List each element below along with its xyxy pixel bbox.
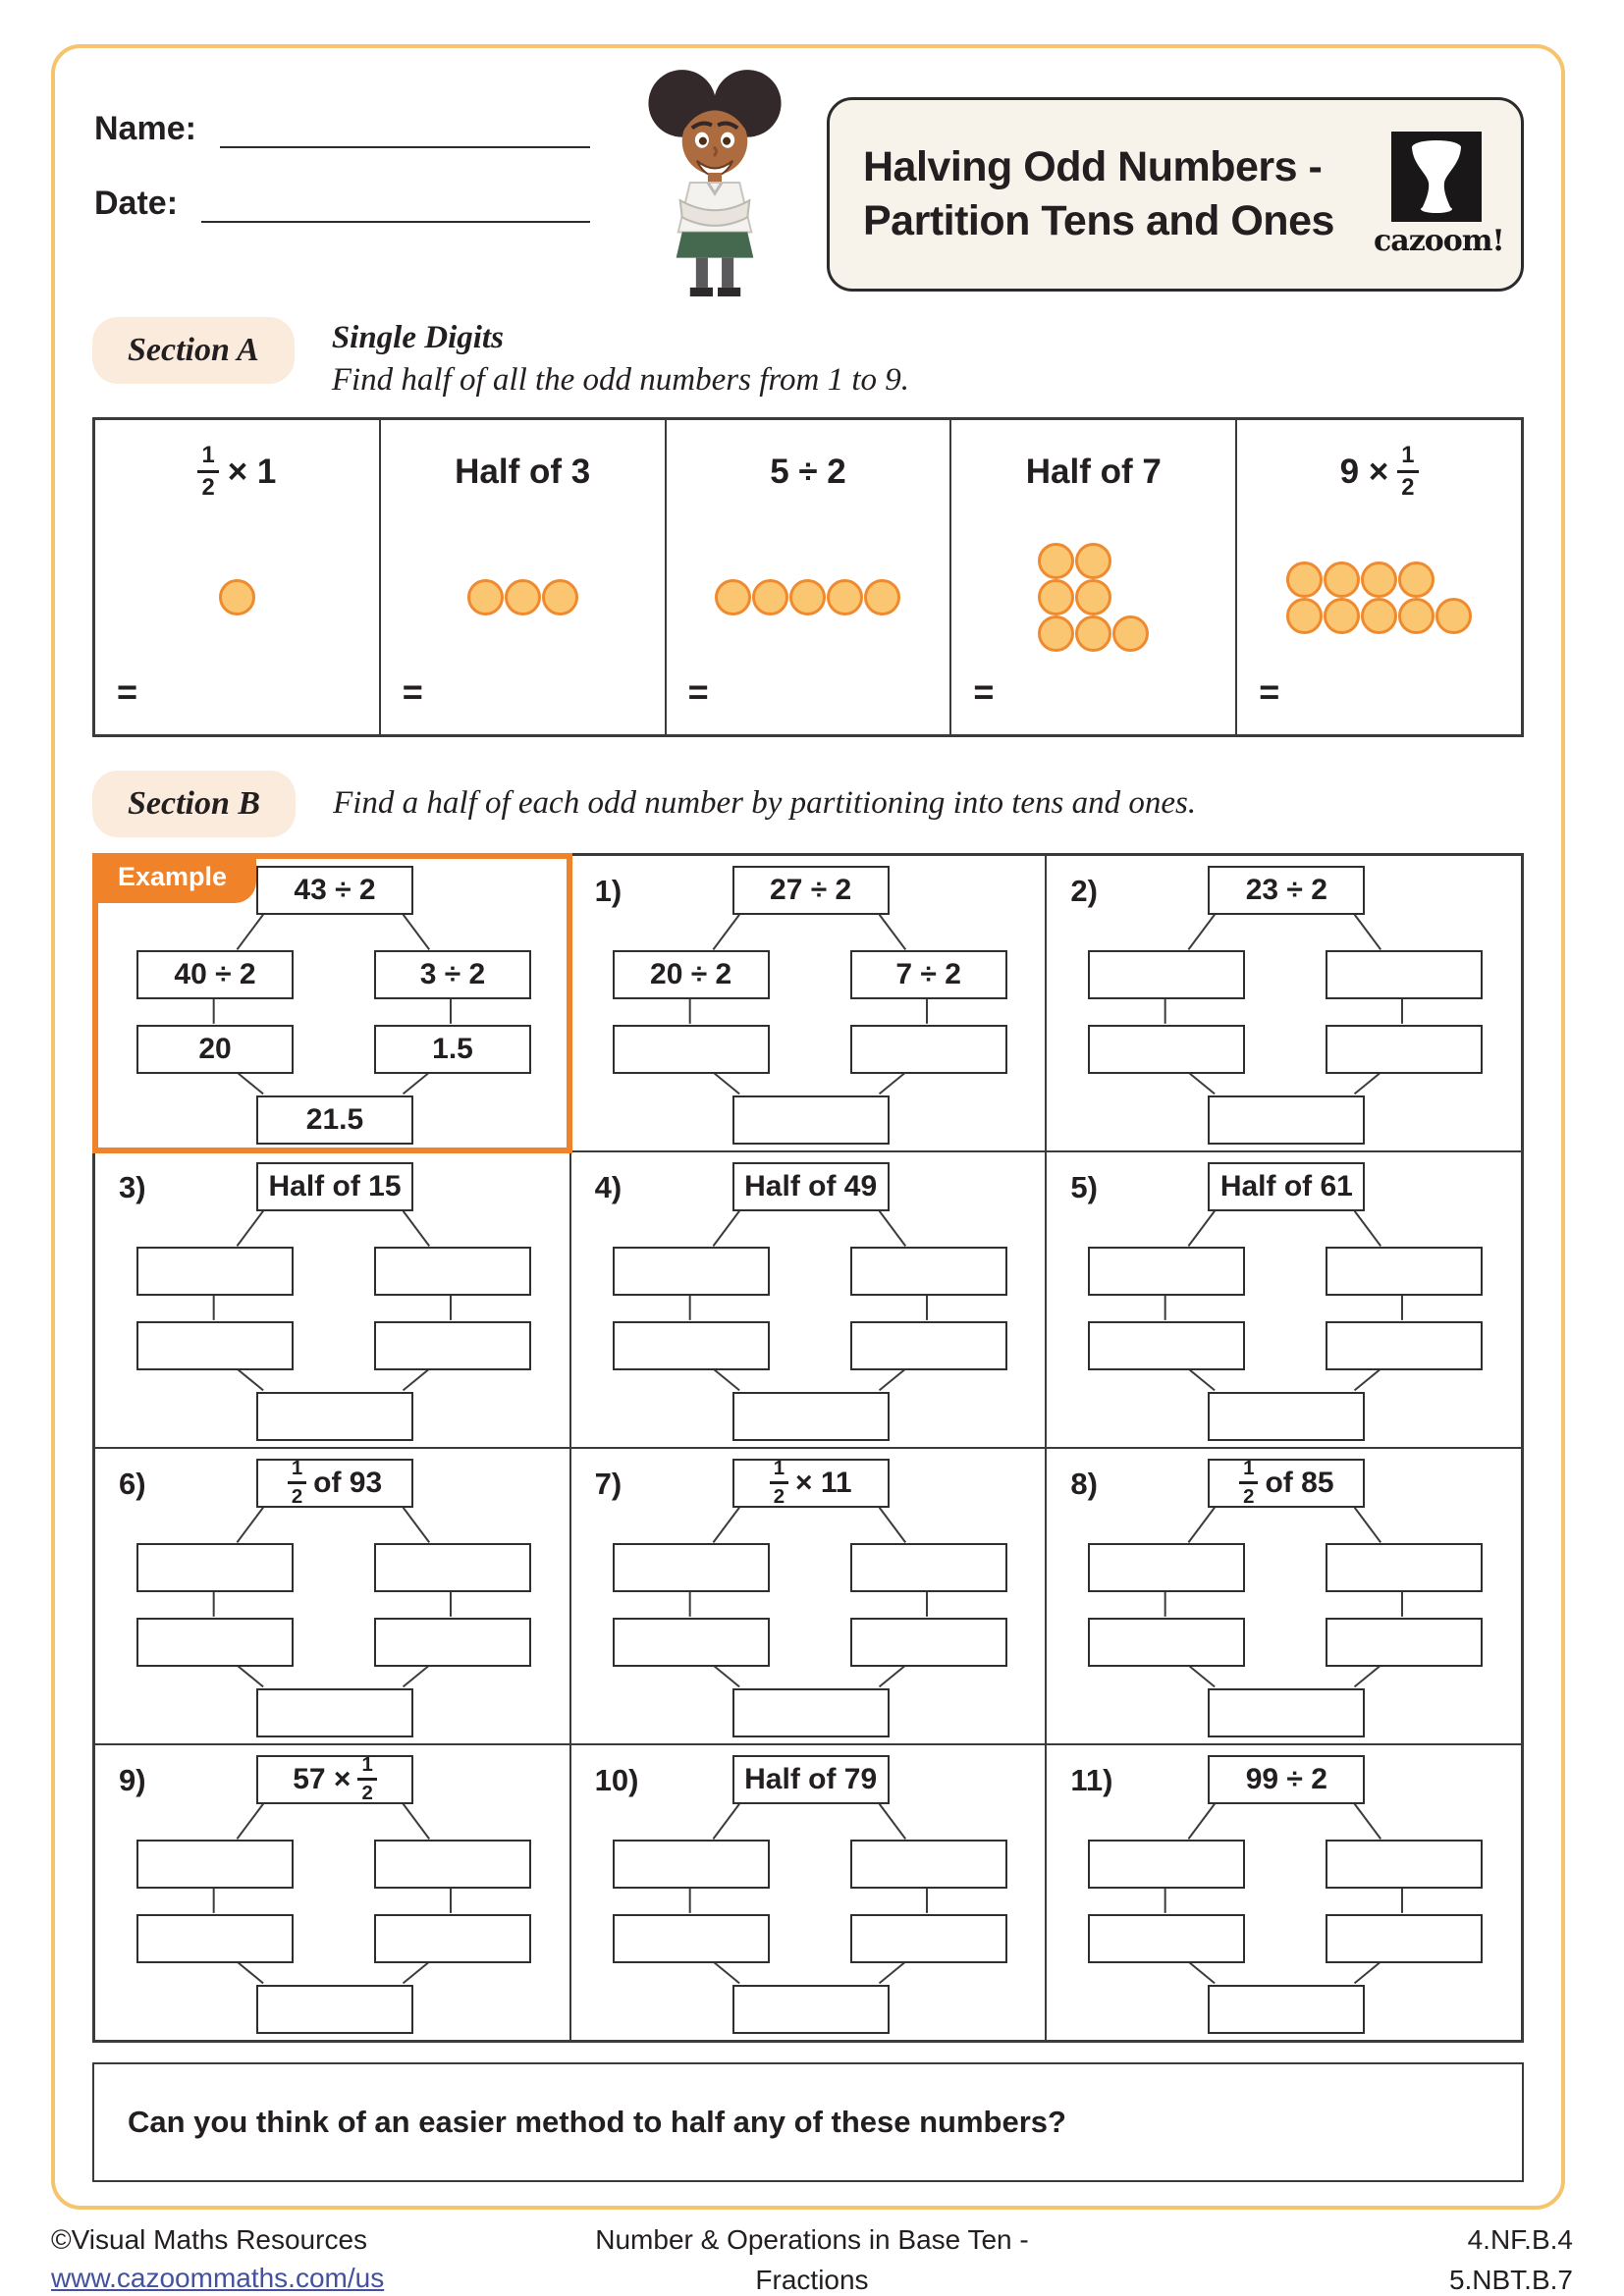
ones-partition-answer-box[interactable] [850, 1247, 1007, 1296]
final-answer-box[interactable] [1208, 1095, 1365, 1145]
section-a-pill: Section A [92, 317, 295, 384]
problem-expression: Half of 7 [1025, 452, 1162, 491]
counter-dot [827, 579, 863, 615]
tens-half-answer-box[interactable] [136, 1618, 294, 1667]
partition-cell-10 [570, 1744, 1047, 2041]
top-box: Half of 49 [732, 1162, 890, 1211]
top-box: Half of 61 [1208, 1162, 1365, 1211]
counter-dot [1286, 561, 1323, 598]
counter-dot [1075, 579, 1111, 615]
final-answer-box[interactable] [256, 1985, 413, 2034]
tens-half-answer-box[interactable] [1088, 1321, 1245, 1370]
problem-cell [380, 419, 666, 735]
tens-half-answer-box[interactable] [136, 1914, 294, 1963]
dot-row [1038, 579, 1111, 615]
section-a-copy [332, 317, 909, 401]
counter-dot [864, 579, 900, 615]
top-box: 99 ÷ 2 [1208, 1755, 1365, 1804]
tens-partition-answer-box[interactable] [1088, 1247, 1245, 1296]
ones-half-answer-box[interactable] [374, 1618, 531, 1667]
ones-half-answer-box[interactable] [1326, 1321, 1483, 1370]
ones-partition-box: 7 ÷ 2 [850, 950, 1007, 999]
ones-half-answer-box[interactable] [1326, 1914, 1483, 1963]
problem-expression: $\frac{1}{2}$ × 1 [95, 420, 379, 524]
one-half-fraction: $\frac{1}{2}$ [357, 1755, 376, 1804]
question-number: 2) [1070, 873, 1098, 908]
section-a-heading-row [92, 317, 1524, 401]
copyright-text: ©Visual Maths Resources [51, 2224, 368, 2255]
footer-left [51, 2220, 384, 2296]
top-box: $\frac{1}{2}$ × 11 [732, 1459, 890, 1508]
header [92, 60, 1524, 303]
title-box [827, 97, 1524, 292]
date-input-line[interactable] [201, 184, 590, 223]
dot-row [219, 579, 255, 615]
counter-dot [1286, 598, 1323, 634]
cazoom-logo [1374, 132, 1504, 258]
problem-expression: 5 ÷ 2 [770, 452, 846, 491]
tens-partition-answer-box[interactable] [613, 1840, 770, 1889]
one-half-fraction: $\frac{1}{2}$ [197, 444, 218, 500]
ones-partition-answer-box[interactable] [374, 1543, 531, 1592]
question-number: 9) [119, 1762, 146, 1797]
question-number: 11) [1070, 1762, 1113, 1797]
partition-cell-11 [1046, 1744, 1522, 2041]
counter-dots [1286, 561, 1472, 634]
question-number: 6) [119, 1466, 146, 1501]
question-number: 3) [119, 1169, 146, 1204]
footer-standards [1449, 2220, 1573, 2296]
ones-half-answer-box[interactable] [1326, 1618, 1483, 1667]
problem-cell [1236, 419, 1522, 735]
partition-grid [92, 853, 1524, 2043]
logo-text: cazoom! [1374, 223, 1504, 258]
top-box: $\frac{1}{2}$ of 85 [1208, 1459, 1365, 1508]
partition-cell-6 [94, 1448, 570, 1744]
final-answer-box[interactable] [256, 1688, 413, 1737]
tens-half-answer-box[interactable] [1088, 1025, 1245, 1074]
tens-half-box: 20 [136, 1025, 294, 1074]
counter-dots-area [381, 524, 665, 671]
ones-partition-box: 3 ÷ 2 [374, 950, 531, 999]
page-title: Halving Odd Numbers - Partition Tens and Ones [863, 142, 1334, 244]
tens-half-answer-box[interactable] [613, 1618, 770, 1667]
counter-dot [1038, 615, 1074, 652]
ones-partition-answer-box[interactable] [850, 1543, 1007, 1592]
ones-partition-answer-box[interactable] [374, 1840, 531, 1889]
question-number: 4) [594, 1169, 623, 1204]
ones-half-box: 1.5 [374, 1025, 531, 1074]
counter-dot [1112, 615, 1149, 652]
ones-half-answer-box[interactable] [850, 1914, 1007, 1963]
counter-dots-area [951, 524, 1235, 671]
ones-partition-answer-box[interactable] [1326, 1247, 1483, 1296]
counter-dots-area [667, 524, 950, 671]
tens-half-answer-box[interactable] [136, 1321, 294, 1370]
top-box: 57 × $\frac{1}{2}$ [256, 1755, 413, 1804]
counter-dot [542, 579, 578, 615]
final-answer-box[interactable] [732, 1985, 890, 2034]
problem-cell [666, 419, 951, 735]
counter-dots-area [1237, 524, 1521, 671]
tens-partition-answer-box[interactable] [613, 1247, 770, 1296]
counter-dots [219, 579, 255, 615]
counter-dot [1398, 561, 1435, 598]
tens-partition-answer-box[interactable] [136, 1840, 294, 1889]
ones-partition-answer-box[interactable] [1326, 1840, 1483, 1889]
partition-cell-1 [570, 855, 1047, 1151]
top-box: $\frac{1}{2}$ of 93 [256, 1459, 413, 1508]
ones-half-answer-box[interactable] [850, 1025, 1007, 1074]
partition-cell-5 [1046, 1151, 1522, 1448]
section-a-instruction: Find half of all the odd numbers from 1 to 9. [331, 361, 909, 398]
final-answer-box[interactable] [1208, 1985, 1365, 2034]
counter-dot [1075, 543, 1111, 579]
website-link[interactable]: www.cazoommaths.com/us [51, 2263, 385, 2294]
counter-dot [789, 579, 826, 615]
top-box: Half of 79 [732, 1755, 890, 1804]
counter-dot [1361, 598, 1397, 634]
challenge-question-text: Can you think of an easier method to half any of these numbers? [128, 2104, 1066, 2139]
name-input-line[interactable] [220, 109, 590, 148]
equals-sign: = [1259, 670, 1280, 712]
question-number: 8) [1070, 1466, 1098, 1501]
standard-code-2: 5.NBT.B.7 [1448, 2264, 1573, 2295]
standard-code-1: 4.NF.B.4 [1467, 2224, 1573, 2255]
partition-cell-9 [94, 1744, 570, 2041]
counter-dot [1075, 615, 1111, 652]
one-half-fraction: $\frac{1}{2}$ [288, 1459, 306, 1508]
dot-row [467, 579, 578, 615]
dot-row [1286, 561, 1435, 598]
top-box: 23 ÷ 2 [1208, 866, 1365, 915]
counter-dot [467, 579, 504, 615]
one-half-fraction: $\frac{1}{2}$ [1397, 444, 1418, 500]
ones-half-answer-box[interactable] [850, 1618, 1007, 1667]
dot-row [1038, 543, 1111, 579]
tens-half-answer-box[interactable] [613, 1914, 770, 1963]
ones-partition-answer-box[interactable] [1326, 1543, 1483, 1592]
dot-row [715, 579, 900, 615]
counter-dot [1398, 598, 1435, 634]
problem-expression: 9 × $\frac{1}{2}$ [1237, 420, 1521, 524]
single-digits-table [92, 417, 1524, 737]
problem-cell [950, 419, 1236, 735]
equals-sign: = [687, 670, 709, 712]
tens-partition-answer-box[interactable] [1088, 950, 1245, 999]
top-box: Half of 15 [256, 1162, 413, 1211]
tens-partition-answer-box[interactable] [1088, 1543, 1245, 1592]
name-date-block [94, 109, 590, 258]
equals-sign: = [117, 670, 138, 712]
section-b-pill: Section B [92, 771, 296, 837]
partition-cell-example [94, 855, 570, 1151]
ones-partition-answer-box[interactable] [1326, 950, 1483, 999]
ones-half-answer-box[interactable] [374, 1321, 531, 1370]
section-a-subheading: Single Digits [331, 320, 504, 355]
one-half-fraction: $\frac{1}{2}$ [770, 1459, 788, 1508]
counter-dots [715, 579, 900, 615]
one-half-fraction: $\frac{1}{2}$ [1239, 1459, 1258, 1508]
ones-half-answer-box[interactable] [374, 1914, 531, 1963]
partition-cell-7 [570, 1448, 1047, 1744]
top-box: 27 ÷ 2 [732, 866, 890, 915]
counter-dot [1038, 579, 1074, 615]
final-answer-box[interactable] [1208, 1688, 1365, 1737]
counter-dot [1435, 598, 1472, 634]
partition-cell-8 [1046, 1448, 1522, 1744]
example-tab: Example [92, 853, 256, 903]
tens-partition-answer-box[interactable] [136, 1543, 294, 1592]
ones-half-answer-box[interactable] [1326, 1025, 1483, 1074]
final-answer-box: 21.5 [256, 1095, 413, 1145]
final-answer-box[interactable] [1208, 1392, 1365, 1441]
tens-half-answer-box[interactable] [613, 1025, 770, 1074]
drum-icon [1391, 132, 1482, 222]
counter-dot [219, 579, 255, 615]
section-b-heading-row [92, 771, 1524, 837]
ones-half-answer-box[interactable] [850, 1321, 1007, 1370]
partition-cell-2 [1046, 855, 1522, 1151]
counter-dots-area [95, 524, 379, 671]
name-label: Name: [94, 110, 196, 147]
question-number: 1) [594, 873, 623, 908]
problem-cell [94, 419, 380, 735]
tens-partition-box: 40 ÷ 2 [136, 950, 294, 999]
counter-dot [1324, 561, 1360, 598]
counter-dot [752, 579, 788, 615]
equals-sign: = [973, 670, 995, 712]
tens-half-answer-box[interactable] [1088, 1914, 1245, 1963]
question-number: 7) [594, 1466, 623, 1501]
tens-half-answer-box[interactable] [613, 1321, 770, 1370]
top-box: 43 ÷ 2 [256, 866, 413, 915]
question-number: 5) [1070, 1169, 1098, 1204]
ones-partition-answer-box[interactable] [850, 1840, 1007, 1889]
dot-row [1038, 615, 1149, 652]
counter-dot [1038, 543, 1074, 579]
student-character-illustration [630, 62, 799, 299]
worksheet-frame [51, 44, 1565, 2210]
tens-partition-box: 20 ÷ 2 [613, 950, 770, 999]
partition-cell-4 [570, 1151, 1047, 1448]
counter-dot [1361, 561, 1397, 598]
tens-partition-answer-box[interactable] [1088, 1840, 1245, 1889]
question-number: 10) [594, 1762, 639, 1797]
section-b-instruction: Find a half of each odd number by partitioning into tens and ones. [333, 785, 1197, 822]
problem-expression: Half of 3 [455, 452, 591, 491]
dot-row [1286, 598, 1472, 634]
final-answer-box[interactable] [256, 1392, 413, 1441]
final-answer-box[interactable] [732, 1392, 890, 1441]
footer-topic: Number & Operations in Base Ten - Fractions [595, 2224, 1029, 2295]
ones-partition-answer-box[interactable] [374, 1247, 531, 1296]
tens-partition-answer-box[interactable] [613, 1543, 770, 1592]
tens-half-answer-box[interactable] [1088, 1618, 1245, 1667]
footer [51, 2220, 1573, 2295]
final-answer-box[interactable] [732, 1688, 890, 1737]
counter-dot [715, 579, 751, 615]
counter-dot [1324, 598, 1360, 634]
counter-dots [1038, 543, 1149, 652]
tens-partition-answer-box[interactable] [136, 1247, 294, 1296]
equals-sign: = [402, 670, 423, 712]
counter-dot [505, 579, 541, 615]
partition-cell-3 [94, 1151, 570, 1448]
counter-dots [467, 579, 578, 615]
final-answer-box[interactable] [732, 1095, 890, 1145]
date-label: Date: [94, 185, 179, 222]
challenge-question-box[interactable] [92, 2062, 1524, 2182]
